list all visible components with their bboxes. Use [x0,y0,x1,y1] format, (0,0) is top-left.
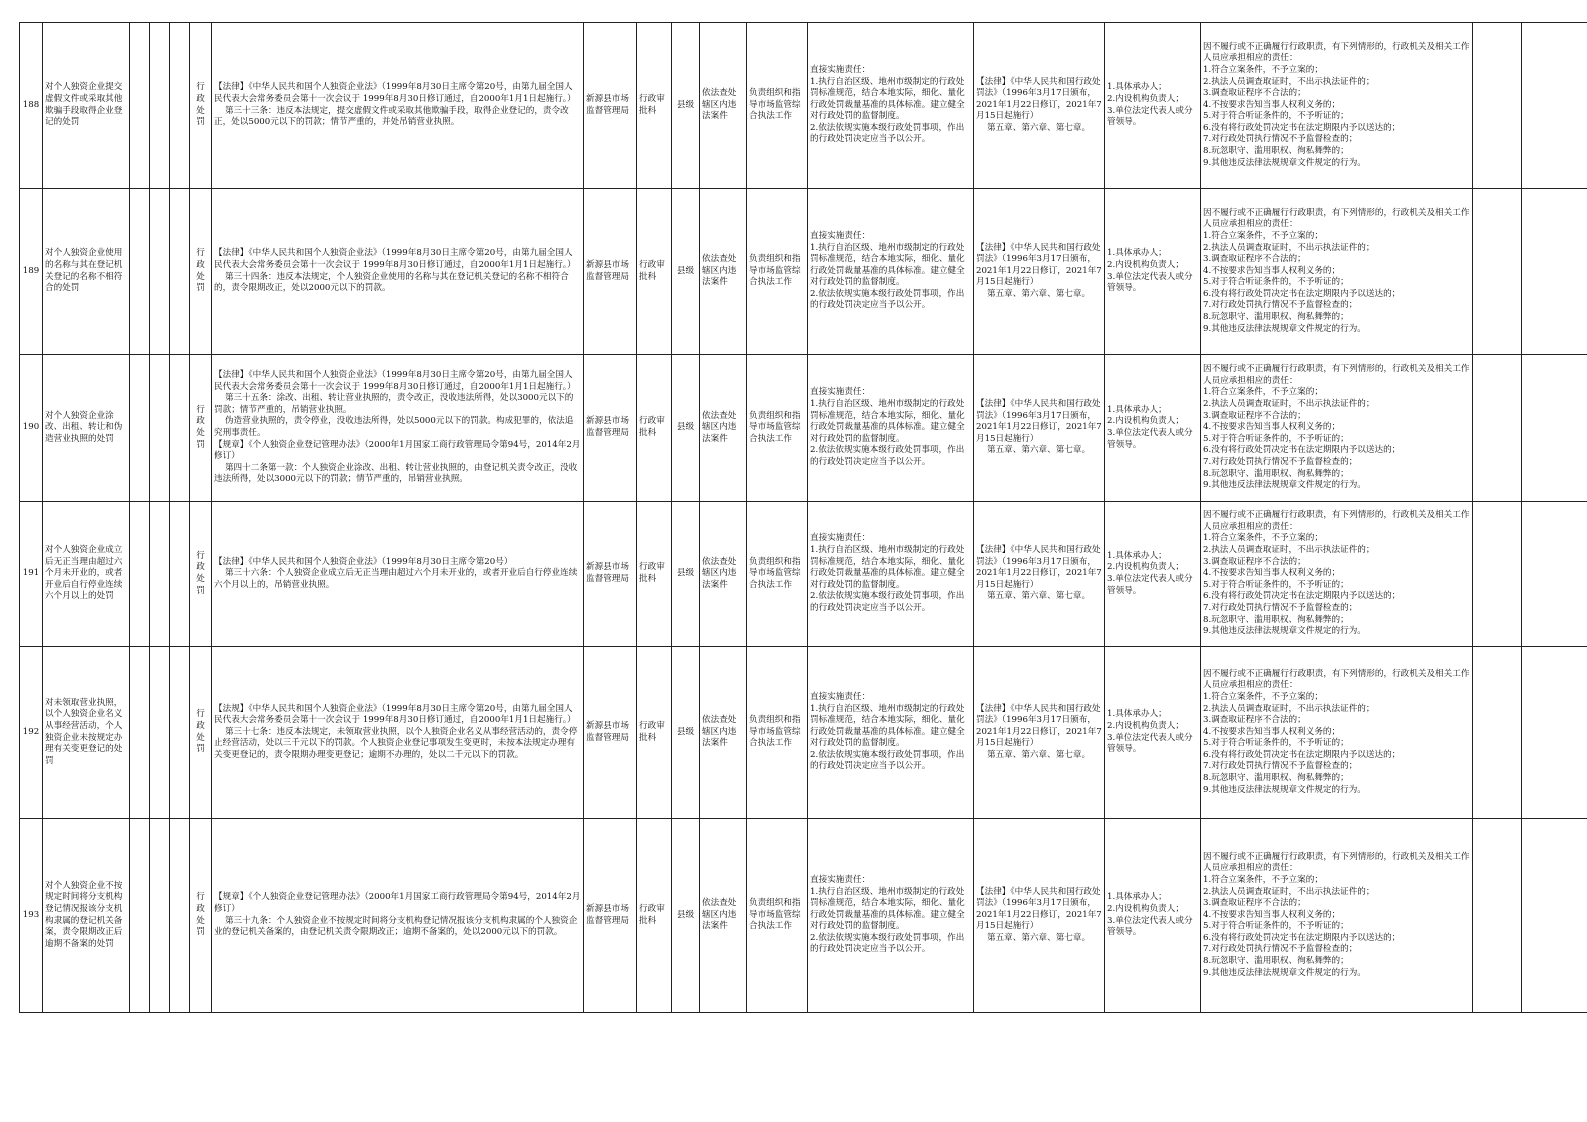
extra-cell [1473,23,1522,189]
sub-item-cell [130,355,150,502]
duty: 负责组织和指导市场监管综合执法工作 [747,23,808,189]
row-number: 192 [20,647,43,819]
responsible-persons: 1.具体承办人； 2.内设机构负责人； 3.单位法定代表人或分管领导。 [1105,819,1201,1013]
department: 新源县市场监督管理局 [584,647,637,819]
legal-basis: 【规章】《个人独资企业登记管理办法》（2000年1月国家工商行政管理局令第94号，2014年2月修订） 第三十九条：个人独资企业不按规定时间将分支机构登记情况报该分支机构隶属的个人独资企业的登记机关备案的，由登记机关责令限期改正；逾期不备案的，处以2000元以下的罚款。 [212,819,584,1013]
responsibility: 直接实施责任： 1.执行自治区级、地州市级制定的行政处罚标准规范，结合本地实际，细化、量化行政处罚裁量基准的具体标准。建立健全对行政处罚的监督制度。 2.依法依规实施本级行政处罚事项，作出的行政处罚决定应当予以公开。 [808,819,974,1013]
code-cell [150,647,170,819]
accountability: 因不履行或不正确履行行政职责，有下列情形的，行政机关及相关工作人员应承担相应的责任： 1.符合立案条件，不予立案的； 2.执法人员调查取证时，不出示执法证件的； 3.调查取证程序不合法的； 4.不按要求告知当事人权利义务的； 5.对于符合听证条件的，不予听证的； 6.没有将行政处罚决定书在法定期限内予以送达的； 7.对行政处罚执行情况不予监督检查的； 8.玩忽职守、滥用职权、徇私舞弊的； 9.其他违反法律法规规章文件规定的行为。 [1201,647,1473,819]
note-cell [1522,189,1587,355]
accountability: 因不履行或不正确履行行政职责，有下列情形的，行政机关及相关工作人员应承担相应的责任： 1.符合立案条件，不予立案的； 2.执法人员调查取证时，不出示执法证件的； 3.调查取证程序不合法的； 4.不按要求告知当事人权利义务的； 5.对于符合听证条件的，不予听证的； 6.没有将行政处罚决定书在法定期限内予以送达的； 7.对行政处罚执行情况不予监督检查的； 8.玩忽职守、滥用职权、徇私舞弊的； 9.其他违反法律法规规章文件规定的行为。 [1201,189,1473,355]
sub-item-cell [130,647,150,819]
item-name: 对个人独资企业使用的名称与其在登记机关登记的名称不相符合的处罚 [43,189,130,355]
exercise-level: 行政审批科 [637,355,672,502]
legal-basis: 【法律】《中华人民共和国个人独资企业法》（1999年8月30日主席令第20号，由第九届全国人民代表大会常务委员会第十一次会议于 1999年8月30日修订通过，自2000年1月1日起施行。） 第三十三条：违反本法规定，提交虚假文件或采取其他欺骗手段，取得企业登记的，责令改正，处以5000元以下的罚款；情节严重的，并处吊销营业执照。 [212,23,584,189]
table-row [20,23,1587,189]
extra-cell [1473,819,1522,1013]
extra-cell [1473,189,1522,355]
scope: 依法查处辖区内违法案件 [700,355,747,502]
table-row [20,647,1587,819]
item-name: 对个人独资企业不按规定时间将分支机构登记情况报该分支机构隶属的登记机关备案，责令限期改正后逾期不备案的处罚 [43,819,130,1013]
row-number: 193 [20,819,43,1013]
department: 新源县市场监督管理局 [584,355,637,502]
code-cell [150,189,170,355]
accountability-basis: 【法律】《中华人民共和国行政处罚法》（1996年3月17日颁布，2021年1月22日修订，2021年7月15日起施行） 第五章、第六章、第七章。 [974,355,1105,502]
responsibility: 直接实施责任： 1.执行自治区级、地州市级制定的行政处罚标准规范，结合本地实际，细化、量化行政处罚裁量基准的具体标准。建立健全对行政处罚的监督制度。 2.依法依规实施本级行政处罚事项，作出的行政处罚决定应当予以公开。 [808,647,974,819]
department: 新源县市场监督管理局 [584,819,637,1013]
duty: 负责组织和指导市场监管综合执法工作 [747,647,808,819]
accountability-basis: 【法律】《中华人民共和国行政处罚法》（1996年3月17日颁布，2021年1月22日修订，2021年7月15日起施行） 第五章、第六章、第七章。 [974,23,1105,189]
duty: 负责组织和指导市场监管综合执法工作 [747,819,808,1013]
responsibility: 直接实施责任： 1.执行自治区级、地州市级制定的行政处罚标准规范，结合本地实际，细化、量化行政处罚裁量基准的具体标准。建立健全对行政处罚的监督制度。 2.依法依规实施本级行政处罚事项，作出的行政处罚决定应当予以公开。 [808,502,974,647]
exercise-level: 行政审批科 [637,502,672,647]
note-cell [1522,355,1587,502]
blank-cell [170,23,190,189]
table-row [20,355,1587,502]
note-cell [1522,502,1587,647]
item-name: 对个人独资企业成立后无正当理由超过六个月未开业的，或者开业后自行停业连续六个月以上的处罚 [43,502,130,647]
accountability-basis: 【法律】《中华人民共和国行政处罚法》（1996年3月17日颁布，2021年1月22日修订，2021年7月15日起施行） 第五章、第六章、第七章。 [974,819,1105,1013]
note-cell [1522,647,1587,819]
legal-basis: 【法律】《中华人民共和国个人独资企业法》（1999年8月30日主席令第20号，由第九届全国人民代表大会常务委员会第十一次会议于 1999年8月30日修订通过，自2000年1月1日起施行。） 第三十五条：涂改、出租、转让营业执照的，责令改正，没收违法所得，处以3000元以下的罚款；情节严重的，吊销营业执照。 伪造营业执照的，责令停业，没收违法所得，处以5000元以下的罚款。构成犯罪的，依法追究刑事责任。 【规章】《个人独资企业登记管理办法》（2000年1月国家工商行政管理局令第94号，2014年2月修订） 第四十二条第一款：个人独资企业涂改、出租、转让营业执照的，由登记机关责令改正，没收违法所得，处以3000元以下的罚款；情节严重的，吊销营业执照。 [212,355,584,502]
category: 行政处罚 [190,647,212,819]
code-cell [150,502,170,647]
admin-level: 县级 [672,502,700,647]
legal-basis: 【法律】《中华人民共和国个人独资企业法》（1999年8月30日主席令第20号，由第九届全国人民代表大会常务委员会第十一次会议于 1999年8月30日修订通过，自2000年1月1日起施行。） 第三十四条：违反本法规定，个人独资企业使用的名称与其在登记机关登记的名称不相符合的，责令限期改正，处以2000元以下的罚款。 [212,189,584,355]
accountability-basis: 【法律】《中华人民共和国行政处罚法》（1996年3月17日颁布，2021年1月22日修订，2021年7月15日起施行） 第五章、第六章、第七章。 [974,502,1105,647]
department: 新源县市场监督管理局 [584,502,637,647]
scope: 依法查处辖区内违法案件 [700,819,747,1013]
table-row [20,819,1587,1013]
accountability: 因不履行或不正确履行行政职责，有下列情形的，行政机关及相关工作人员应承担相应的责任： 1.符合立案条件，不予立案的； 2.执法人员调查取证时，不出示执法证件的； 3.调查取证程序不合法的； 4.不按要求告知当事人权利义务的； 5.对于符合听证条件的，不予听证的； 6.没有将行政处罚决定书在法定期限内予以送达的； 7.对行政处罚执行情况不予监督检查的； 8.玩忽职守、滥用职权、徇私舞弊的； 9.其他违反法律法规规章文件规定的行为。 [1201,502,1473,647]
responsible-persons: 1.具体承办人； 2.内设机构负责人； 3.单位法定代表人或分管领导。 [1105,23,1201,189]
responsibility: 直接实施责任： 1.执行自治区级、地州市级制定的行政处罚标准规范，结合本地实际，细化、量化行政处罚裁量基准的具体标准。建立健全对行政处罚的监督制度。 2.依法依规实施本级行政处罚事项，作出的行政处罚决定应当予以公开。 [808,355,974,502]
admin-level: 县级 [672,355,700,502]
extra-cell [1473,647,1522,819]
accountability: 因不履行或不正确履行行政职责，有下列情形的，行政机关及相关工作人员应承担相应的责任： 1.符合立案条件，不予立案的； 2.执法人员调查取证时，不出示执法证件的； 3.调查取证程序不合法的； 4.不按要求告知当事人权利义务的； 5.对于符合听证条件的，不予听证的； 6.没有将行政处罚决定书在法定期限内予以送达的； 7.对行政处罚执行情况不予监督检查的； 8.玩忽职守、滥用职权、徇私舞弊的； 9.其他违反法律法规规章文件规定的行为。 [1201,23,1473,189]
extra-cell [1473,502,1522,647]
item-name: 对个人独资企业涂改、出租、转让和伪造营业执照的处罚 [43,355,130,502]
scope: 依法查处辖区内违法案件 [700,502,747,647]
scope: 依法查处辖区内违法案件 [700,647,747,819]
code-cell [150,355,170,502]
exercise-level: 行政审批科 [637,819,672,1013]
duty: 负责组织和指导市场监管综合执法工作 [747,502,808,647]
accountability-basis: 【法律】《中华人民共和国行政处罚法》（1996年3月17日颁布，2021年1月22日修订，2021年7月15日起施行） 第五章、第六章、第七章。 [974,647,1105,819]
note-cell [1522,23,1587,189]
accountability: 因不履行或不正确履行行政职责，有下列情形的，行政机关及相关工作人员应承担相应的责任： 1.符合立案条件，不予立案的； 2.执法人员调查取证时，不出示执法证件的； 3.调查取证程序不合法的； 4.不按要求告知当事人权利义务的； 5.对于符合听证条件的，不予听证的； 6.没有将行政处罚决定书在法定期限内予以送达的； 7.对行政处罚执行情况不予监督检查的； 8.玩忽职守、滥用职权、徇私舞弊的； 9.其他违反法律法规规章文件规定的行为。 [1201,355,1473,502]
exercise-level: 行政审批科 [637,23,672,189]
duty: 负责组织和指导市场监管综合执法工作 [747,189,808,355]
extra-cell [1473,355,1522,502]
responsibility: 直接实施责任： 1.执行自治区级、地州市级制定的行政处罚标准规范，结合本地实际，细化、量化行政处罚裁量基准的具体标准。建立健全对行政处罚的监督制度。 2.依法依规实施本级行政处罚事项，作出的行政处罚决定应当予以公开。 [808,189,974,355]
admin-level: 县级 [672,647,700,819]
admin-level: 县级 [672,189,700,355]
department: 新源县市场监督管理局 [584,189,637,355]
blank-cell [170,819,190,1013]
note-cell [1522,819,1587,1013]
duty: 负责组织和指导市场监管综合执法工作 [747,355,808,502]
legal-basis: 【法规】《中华人民共和国个人独资企业法》（1999年8月30日主席令第20号，由第九届全国人民代表大会常务委员会第十一次会议于 1999年8月30日修订通过，自2000年1月1日起施行。） 第三十七条：违反本法规定，未领取营业执照，以个人独资企业名义从事经营活动的，责令停止经营活动，处以三千元以下的罚款。个人独资企业登记事项发生变更时，未按本法规定办理有关变更登记的，责令限期办理变更登记；逾期不办理的，处以二千元以下的罚款。 [212,647,584,819]
row-number: 189 [20,189,43,355]
code-cell [150,23,170,189]
scope: 依法查处辖区内违法案件 [700,23,747,189]
sub-item-cell [130,502,150,647]
sub-item-cell [130,819,150,1013]
department: 新源县市场监督管理局 [584,23,637,189]
category: 行政处罚 [190,819,212,1013]
responsible-persons: 1.具体承办人； 2.内设机构负责人； 3.单位法定代表人或分管领导。 [1105,647,1201,819]
category: 行政处罚 [190,355,212,502]
accountability-basis: 【法律】《中华人民共和国行政处罚法》（1996年3月17日颁布，2021年1月22日修订，2021年7月15日起施行） 第五章、第六章、第七章。 [974,189,1105,355]
responsible-persons: 1.具体承办人； 2.内设机构负责人； 3.单位法定代表人或分管领导。 [1105,502,1201,647]
blank-cell [170,502,190,647]
scope: 依法查处辖区内违法案件 [700,189,747,355]
code-cell [150,819,170,1013]
item-name: 对未领取营业执照，以个人独资企业名义从事经营活动，个人独资企业未按规定办理有关变更登记的处罚 [43,647,130,819]
blank-cell [170,647,190,819]
legal-basis: 【法律】《中华人民共和国个人独资企业法》（1999年8月30日主席令第20号） 第三十六条：个人独资企业成立后无正当理由超过六个月未开业的，或者开业后自行停业连续六个月以上的，吊销营业执照。 [212,502,584,647]
row-number: 190 [20,355,43,502]
blank-cell [170,355,190,502]
sub-item-cell [130,23,150,189]
power-list-table [19,22,1587,1013]
row-number: 188 [20,23,43,189]
blank-cell [170,189,190,355]
responsible-persons: 1.具体承办人； 2.内设机构负责人； 3.单位法定代表人或分管领导。 [1105,189,1201,355]
accountability: 因不履行或不正确履行行政职责，有下列情形的，行政机关及相关工作人员应承担相应的责任： 1.符合立案条件，不予立案的； 2.执法人员调查取证时，不出示执法证件的； 3.调查取证程序不合法的； 4.不按要求告知当事人权利义务的； 5.对于符合听证条件的，不予听证的； 6.没有将行政处罚决定书在法定期限内予以送达的； 7.对行政处罚执行情况不予监督检查的； 8.玩忽职守、滥用职权、徇私舞弊的； 9.其他违反法律法规规章文件规定的行为。 [1201,819,1473,1013]
category: 行政处罚 [190,189,212,355]
sub-item-cell [130,189,150,355]
admin-level: 县级 [672,23,700,189]
exercise-level: 行政审批科 [637,647,672,819]
category: 行政处罚 [190,23,212,189]
responsibility: 直接实施责任： 1.执行自治区级、地州市级制定的行政处罚标准规范，结合本地实际，细化、量化行政处罚裁量基准的具体标准。建立健全对行政处罚的监督制度。 2.依法依规实施本级行政处罚事项，作出的行政处罚决定应当予以公开。 [808,23,974,189]
table-row [20,502,1587,647]
admin-level: 县级 [672,819,700,1013]
responsible-persons: 1.具体承办人； 2.内设机构负责人； 3.单位法定代表人或分管领导。 [1105,355,1201,502]
exercise-level: 行政审批科 [637,189,672,355]
table-row [20,189,1587,355]
item-name: 对个人独资企业提交虚假文件或采取其他欺骗手段取得企业登记的处罚 [43,23,130,189]
category: 行政处罚 [190,502,212,647]
row-number: 191 [20,502,43,647]
